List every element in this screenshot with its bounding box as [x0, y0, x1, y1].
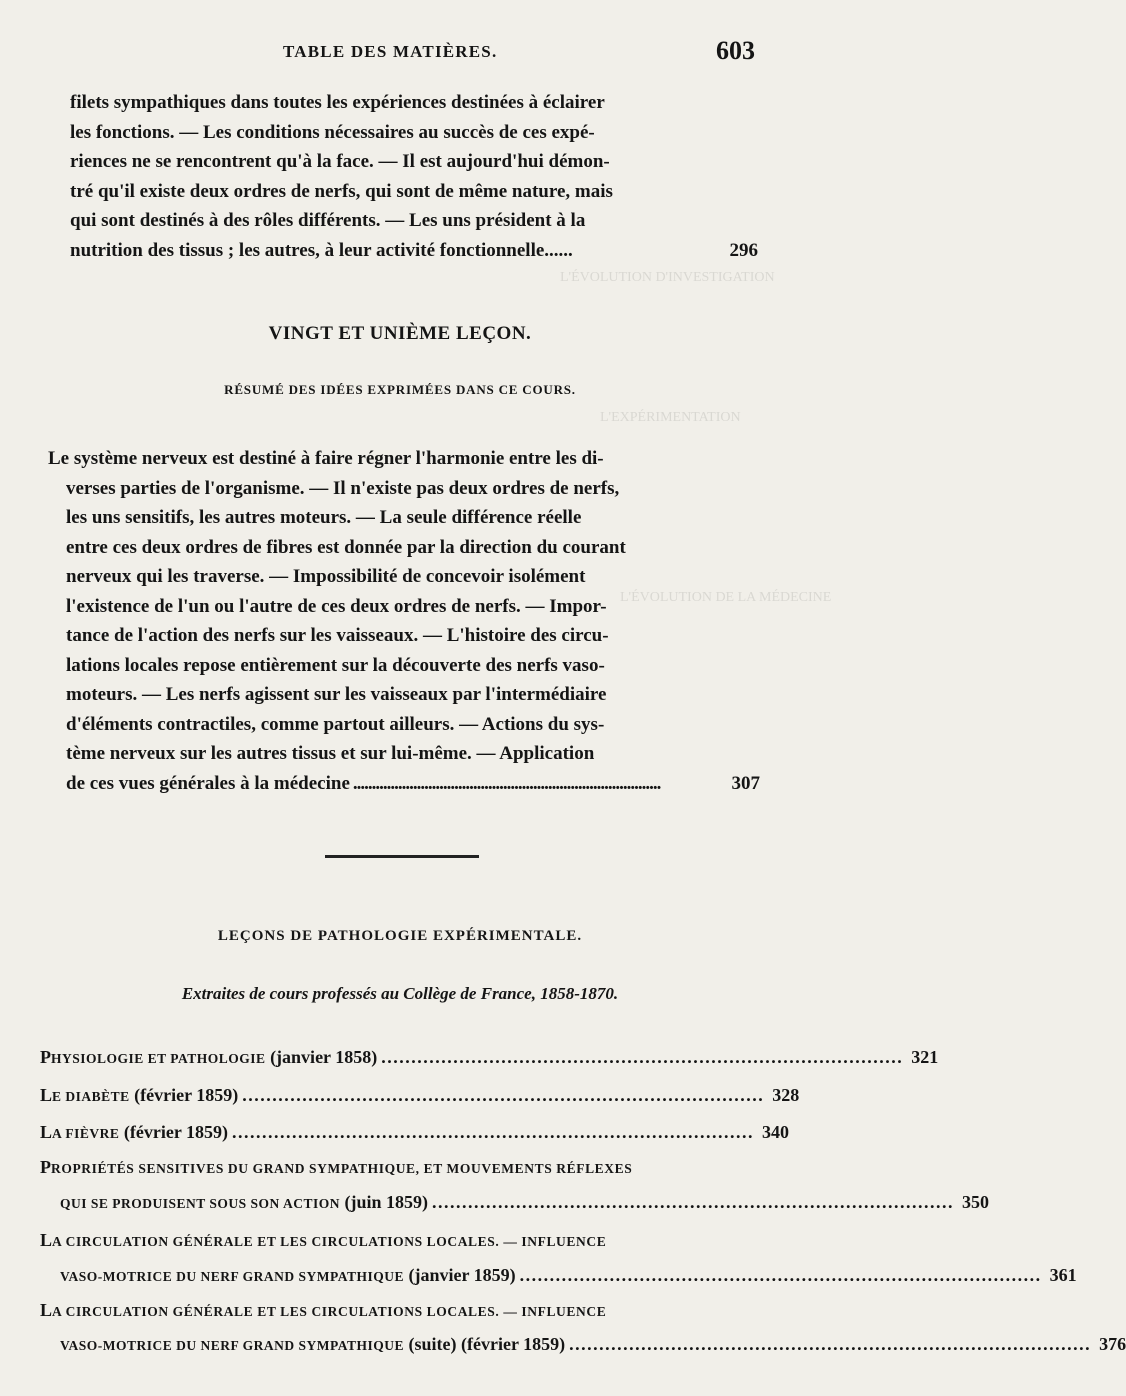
toc-page-number: 307	[731, 772, 760, 794]
dot-leader	[232, 1122, 751, 1143]
toc-entry-date: (suite) (février 1859)	[404, 1334, 566, 1354]
toc-entry-title: A CIRCULATION GÉNÉRALE ET LES CIRCULATIONS LOCALES. — INFLUENCE	[52, 1234, 607, 1249]
paragraph-line: lations locales repose entièrement sur la découverte des nerfs vaso-	[66, 654, 605, 676]
toc-entry-second-line	[60, 1265, 1077, 1286]
toc-entry-date: (janvier 1858)	[265, 1047, 378, 1067]
section-divider	[325, 855, 479, 858]
paragraph-line: les uns sensitifs, les autres moteurs. — La seule différence réelle	[66, 507, 582, 528]
toc-entry-initial: P	[40, 1047, 51, 1067]
paragraph-line: de ces vues générales à la médecine	[66, 772, 350, 794]
toc-entry-title: QUI SE PRODUISENT SOUS SON ACTION	[60, 1196, 340, 1211]
dot-leader	[432, 1192, 951, 1213]
toc-entry-initial: L	[40, 1300, 53, 1320]
dot-leader	[381, 1047, 900, 1068]
paragraph-line: Le système nerveux est destiné à faire régner l'harmonie entre les di-	[48, 448, 604, 469]
lecture-title: VINGT ET UNIÈME LEÇON.	[268, 323, 532, 344]
paragraph-line: les fonctions. — Les conditions nécessaires au succès de ces expé-	[70, 121, 595, 143]
lecture-subtitle: RÉSUMÉ DES IDÉES EXPRIMÉES DANS CE COURS.	[224, 382, 576, 397]
toc-entry-initial: L	[40, 1085, 53, 1105]
show-through-text: L'EXPÉRIMENTATION	[600, 410, 741, 425]
paragraph-line: nerveux qui les traverse. — Impossibilité de concevoir isolément	[66, 566, 586, 587]
toc-entry-title: E DIABÈTE	[52, 1089, 130, 1104]
paragraph-line: tance de l'action des nerfs sur les vaisseaux. — L'histoire des circu-	[66, 625, 609, 646]
toc-entry-initial: L	[40, 1122, 53, 1142]
paragraph-line: moteurs. — Les nerfs agissent sur les vaisseaux par l'intermédiaire	[66, 684, 607, 705]
toc-entry	[40, 1085, 800, 1106]
toc-page-number: 321	[911, 1047, 939, 1067]
toc-entry-date: (février 1859)	[119, 1122, 229, 1142]
toc-entry-title: A FIÈVRE	[52, 1126, 120, 1141]
toc-entry-second-line	[60, 1192, 989, 1213]
paragraph-line: l'existence de l'un ou l'autre de ces deux ordres de nerfs. — Impor-	[66, 595, 607, 617]
toc-entry-title: VASO-MOTRICE DU NERF GRAND SYMPATHIQUE	[60, 1338, 405, 1353]
toc-entry-title: A CIRCULATION GÉNÉRALE ET LES CIRCULATIONS LOCALES. — INFLUENCE	[52, 1304, 607, 1319]
dot-leader: ..................................................................................	[352, 772, 661, 794]
continuation-paragraph	[70, 88, 758, 265]
paragraph-line: nutrition des tissus ; les autres, à leur activité fonctionnelle......	[70, 239, 573, 261]
toc-entry-initial: P	[40, 1157, 51, 1177]
paragraph-line: qui sont destinés à des rôles différents. — Les uns président à la	[70, 210, 586, 231]
dot-leader	[520, 1265, 1039, 1286]
show-through-text: L'ÉVOLUTION D'INVESTIGATION	[560, 270, 775, 285]
toc-entry-second-line	[60, 1334, 1126, 1355]
toc-page-number: 328	[772, 1085, 800, 1105]
toc-page-number: 296	[729, 239, 758, 261]
toc-entry	[40, 1122, 790, 1143]
toc-page-number: 361	[1049, 1265, 1077, 1285]
dot-leader	[242, 1085, 761, 1106]
paragraph-line: riences ne se rencontrent qu'à la face. — Il est aujourd'hui démon-	[70, 151, 610, 172]
paragraph-line: d'éléments contractiles, comme partout ailleurs. — Actions du sys-	[66, 713, 605, 735]
dot-leader	[569, 1334, 1088, 1355]
toc-entry-date: (février 1859)	[129, 1085, 239, 1105]
toc-entry-title: HYSIOLOGIE ET PATHOLOGIE	[51, 1051, 266, 1066]
section-subtitle: Extraites de cours professés au Collège de France, 1858-1870.	[181, 984, 619, 1003]
paragraph-line: tré qu'il existe deux ordres de nerfs, qui sont de même nature, mais	[70, 180, 613, 202]
section-title: LEÇONS DE PATHOLOGIE EXPÉRIMENTALE.	[217, 928, 583, 944]
toc-entry-date: (janvier 1859)	[404, 1265, 516, 1285]
toc-entry-first-line	[40, 1230, 606, 1251]
paragraph-line: tème nerveux sur les autres tissus et sur lui-même. — Application	[66, 743, 595, 764]
running-head	[0, 38, 800, 68]
toc-entry-first-line	[40, 1157, 632, 1178]
toc-page-number: 340	[762, 1122, 790, 1142]
page-number: 603	[716, 36, 755, 65]
running-title: TABLE DES MATIÈRES.	[283, 42, 498, 61]
toc-entry-title: VASO-MOTRICE DU NERF GRAND SYMPATHIQUE	[60, 1269, 405, 1284]
toc-page-number: 350	[961, 1192, 989, 1212]
toc-entry-first-line	[40, 1300, 606, 1321]
toc-entry-date: (juin 1859)	[339, 1192, 428, 1212]
paragraph-line: verses parties de l'organisme. — Il n'existe pas deux ordres de nerfs,	[66, 477, 620, 499]
toc-entry-title: ROPRIÉTÉS SENSITIVES DU GRAND SYMPATHIQUE, ET MOUVEMENTS RÉFLEXES	[51, 1161, 633, 1176]
paragraph-line: entre ces deux ordres de fibres est donnée par la direction du courant	[66, 536, 626, 558]
toc-entry	[40, 1047, 939, 1068]
toc-page-number: 376	[1099, 1334, 1126, 1354]
show-through-text: L'ÉVOLUTION DE LA MÉDECINE	[620, 590, 832, 605]
paragraph-line: filets sympathiques dans toutes les expériences destinées à éclairer	[70, 92, 605, 113]
toc-entry-initial: L	[40, 1230, 53, 1250]
